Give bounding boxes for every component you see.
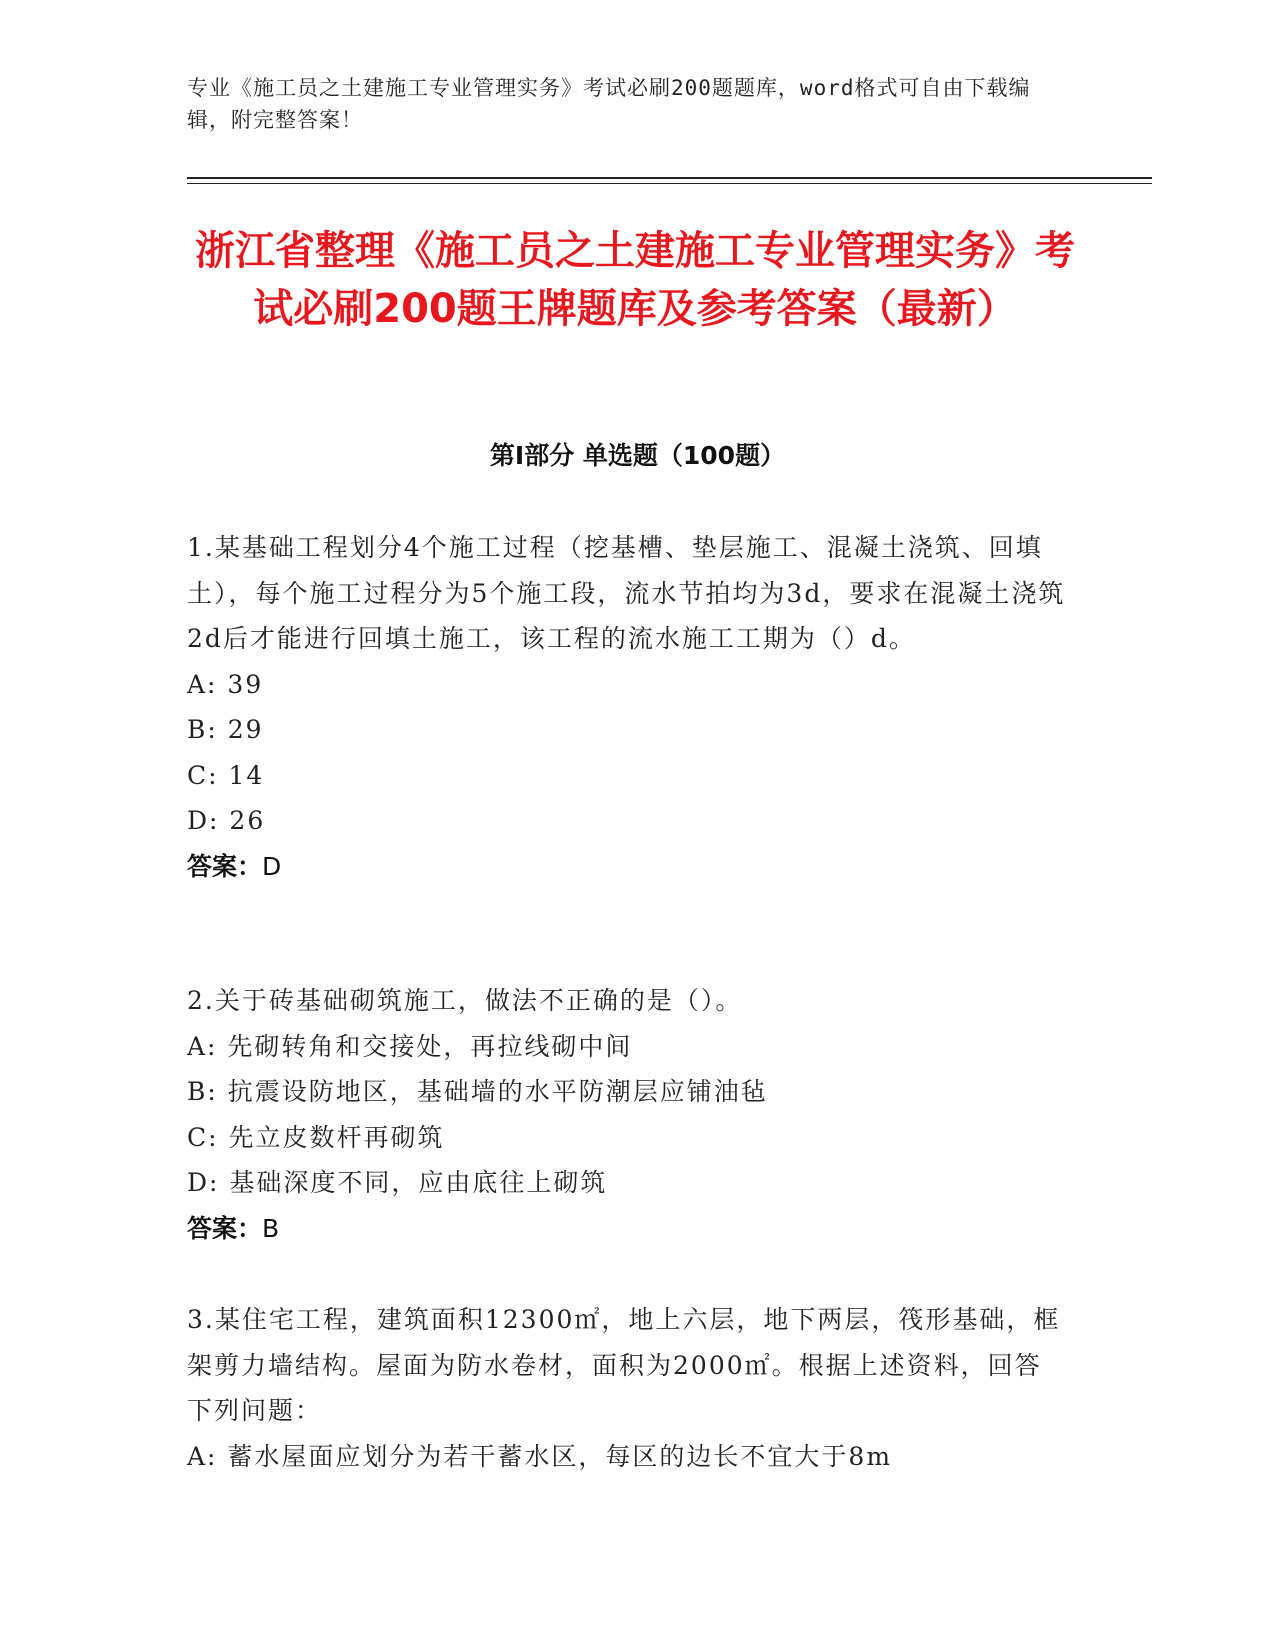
question-block [187,1297,1067,1479]
question-text: 2.关于砖基础砌筑施工，做法不正确的是（）。 [187,986,743,1015]
option-d: D: 基础深度不同，应由底往上砌筑 [187,1168,608,1197]
option-b: B: 抗震设防地区，基础墙的水平防潮层应铺油毡 [187,1077,768,1106]
answer-value: B [262,1213,280,1243]
question-text: 1.某基础工程划分4个施工过程（挖基槽、垫层施工、混凝土浇筑、回填土），每个施工过程分为5个施工段，流水节拍均为3d，要求在混凝土浇筑2d后才能进行回填土施工，该工程的流水施工工期为（）d。 [187,533,1066,653]
section-title: 第Ⅰ部分 单选题（100题） [489,441,786,470]
question-block [187,525,1067,889]
option-c: C: 先立皮数杆再砌筑 [187,1122,445,1152]
header-divider [187,177,1152,179]
answer-label: 答案： [187,1213,263,1243]
answer-line [187,844,1067,890]
option-c: C: 14 [187,760,265,790]
option-d: D: 26 [187,806,266,835]
option-a: A: 蓄水屋面应划分为若干蓄水区，每区的边长不宜大于8m [187,1441,893,1471]
document-title: 浙江省整理《施工员之土建施工专业管理实务》考试必刷200题王牌题库及参考答案（最新） [195,228,1075,332]
question-text: 3.某住宅工程，建筑面积12300㎡，地上六层，地下两层，筏形基础，框架剪力墙结构。屋面为防水卷材，面积为2000㎡。根据上述资料，回答下列问题： [187,1305,1061,1425]
option-a: A: 先砌转角和交接处，再拉线砌中间 [187,1031,633,1061]
answer-value: D [262,851,282,881]
answer-label: 答案： [187,851,263,881]
option-b: B: 29 [187,715,264,744]
answer-line [187,1206,1067,1252]
question-block [187,978,1067,1251]
option-a: A: 39 [187,669,264,699]
header-note: 专业《施工员之土建施工专业管理实务》考试必刷200题题库，word格式可自由下载编辑，附完整答案！ [187,76,1031,132]
header-divider-thin [187,183,1152,184]
